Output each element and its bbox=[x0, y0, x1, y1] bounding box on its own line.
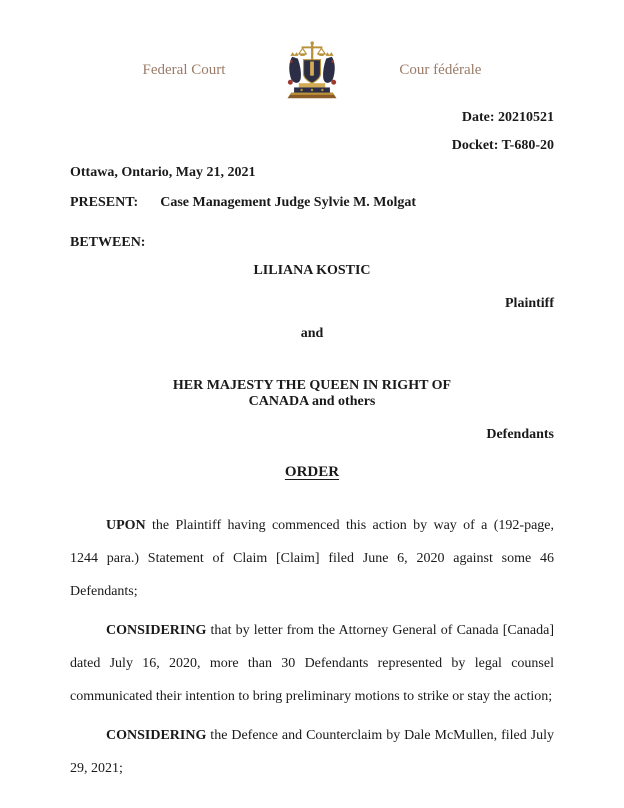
case-meta bbox=[70, 110, 554, 153]
defendant-name bbox=[70, 378, 554, 410]
plaintiff-name: LILIANA KOSTIC bbox=[253, 263, 371, 278]
present-label: PRESENT: bbox=[70, 195, 139, 210]
paragraph-lead: CONSIDERING bbox=[106, 728, 207, 743]
date-line: Date: 20210521 bbox=[461, 110, 554, 125]
order-heading-row bbox=[70, 464, 554, 481]
paragraph-text: the Defence and Counterclaim by Dale McMullen, filed July 29, 2021; bbox=[70, 728, 554, 776]
present-line bbox=[70, 195, 554, 210]
federal-court-title-fr: Cour fédérale bbox=[399, 61, 482, 78]
order-paragraph-considering-1 bbox=[70, 614, 554, 713]
order-paragraph-considering-2 bbox=[70, 719, 554, 785]
paragraph-text: the Plaintiff having commenced this action by way of a (192-page, 1244 para.) Statement of Claim [Claim] filed June 6, 2020 against some 46 Defendants; bbox=[70, 518, 554, 599]
plaintiff-role: Plaintiff bbox=[505, 296, 554, 311]
paragraph-text: that by letter from the Attorney General of Canada [Canada] dated July 16, 2020, more than 30 Defendants represented by legal counsel communicated their intention to bring preliminary motions to strike or stay the action; bbox=[70, 623, 554, 704]
present-value: Case Management Judge Sylvie M. Molgat bbox=[160, 195, 417, 210]
masthead bbox=[70, 38, 554, 102]
coat-of-arms-icon bbox=[279, 39, 345, 101]
order-paragraph-upon bbox=[70, 509, 554, 608]
between-label: BETWEEN: bbox=[70, 235, 146, 250]
paragraph-lead: CONSIDERING bbox=[106, 623, 207, 638]
federal-court-title-en: Federal Court bbox=[142, 61, 226, 78]
order-heading: ORDER bbox=[284, 464, 340, 480]
conjunction-and: and bbox=[300, 326, 324, 341]
place-date-line: Ottawa, Ontario, May 21, 2021 bbox=[70, 165, 256, 180]
paragraph-lead: UPON bbox=[106, 518, 146, 533]
docket-line: Docket: T-680-20 bbox=[451, 138, 554, 153]
defendant-role: Defendants bbox=[486, 427, 554, 442]
defendant-name-line1: HER MAJESTY THE QUEEN IN RIGHT OF bbox=[172, 378, 452, 393]
defendant-name-line2: CANADA and others bbox=[248, 394, 376, 409]
